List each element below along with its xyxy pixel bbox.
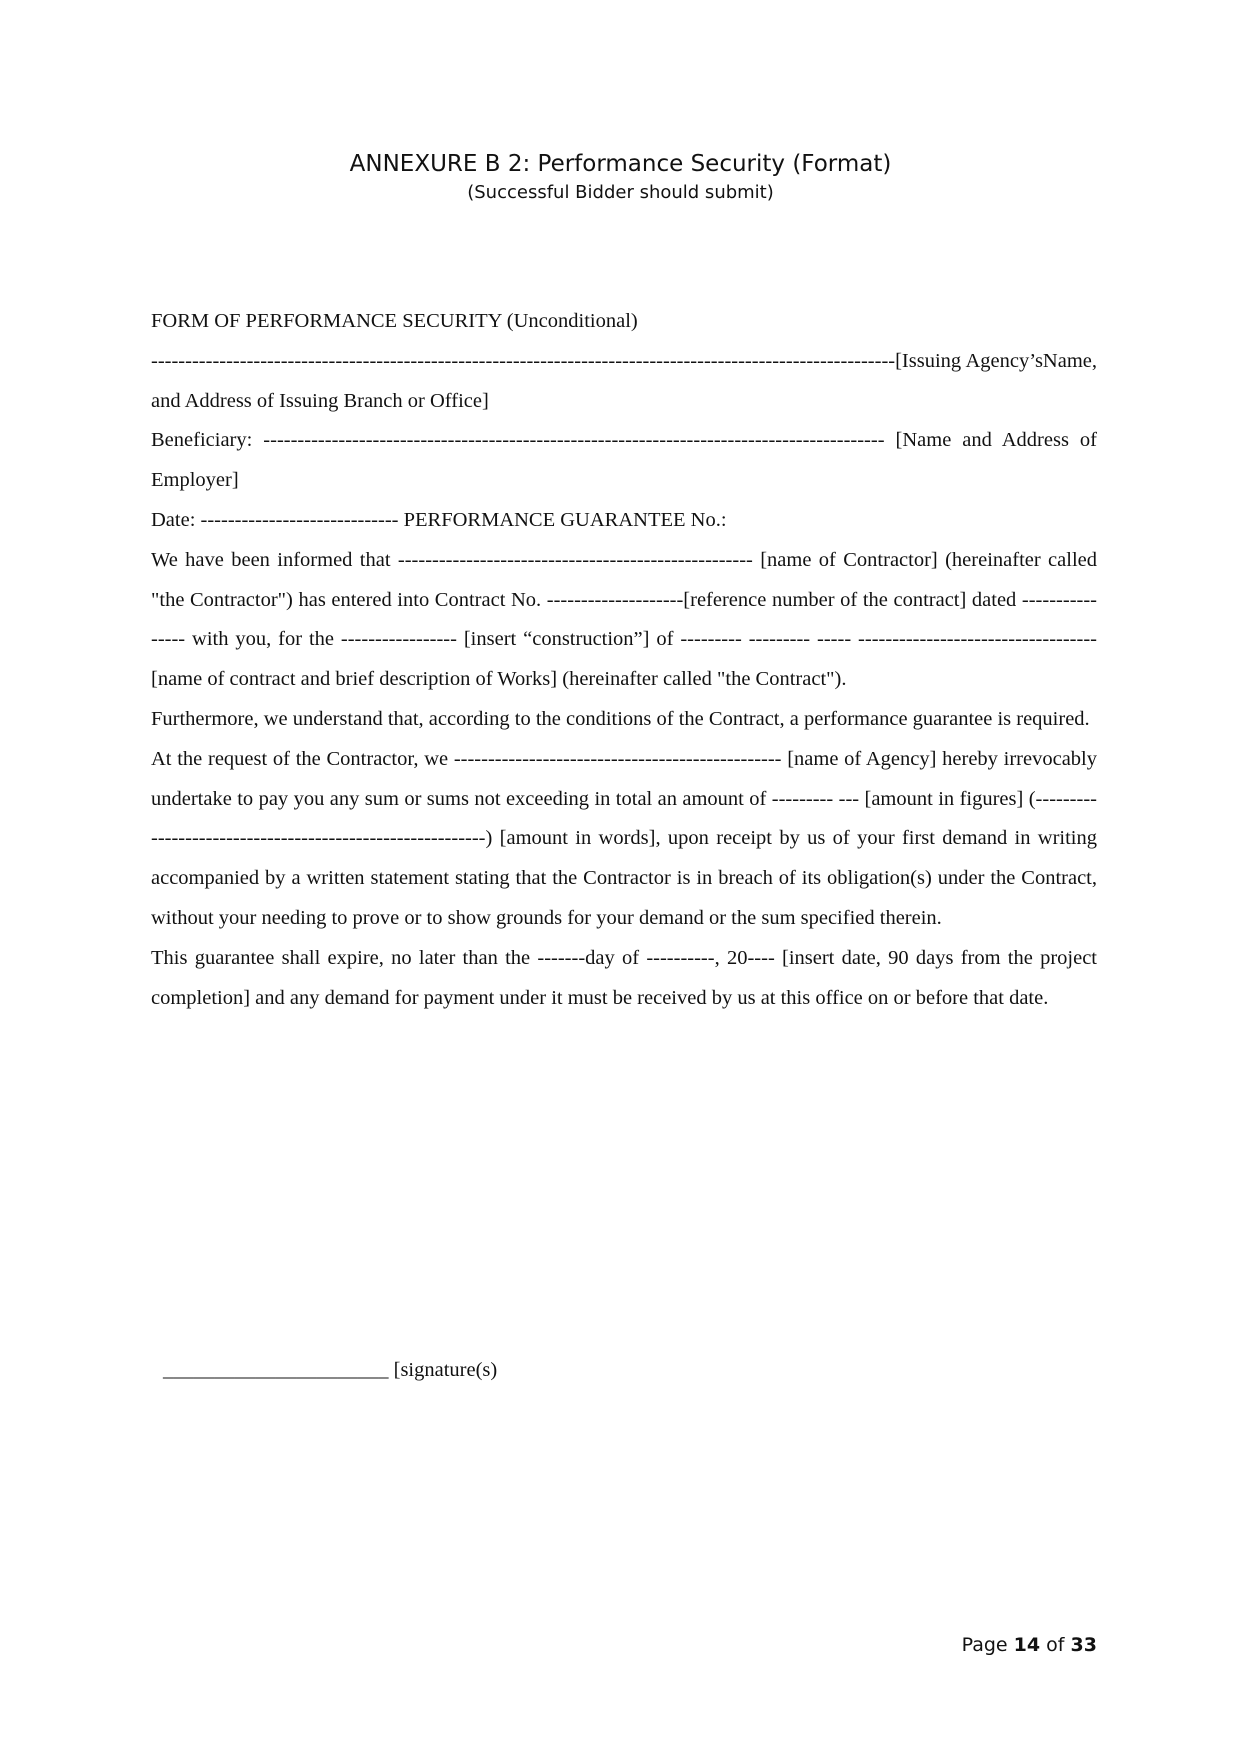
request-paragraph: At the request of the Contractor, we ------------------------------------------------ [name of Agency] hereby irrevocably undertake to pay you any sum or sums not exceeding in total an amount of --------- --- [amount in figures] (----------------------------------------------------------) [amount in words], upon receipt by us of your first demand in writing accompanied by a written statement stating that the Contractor is in breach of its obligation(s) under the Contract, without your needing to prove or to show grounds for your demand or the sum specified therein. (151, 747, 1097, 929)
page-current: 14 (1013, 1634, 1041, 1656)
page-total: 33 (1070, 1634, 1097, 1656)
page-number (962, 1634, 1097, 1656)
of-word: of (1046, 1634, 1065, 1656)
signature-line: ______________________ (163, 1359, 389, 1381)
furthermore-paragraph: Furthermore, we understand that, according to the conditions of the Contract, a performance guarantee is required. (151, 707, 1090, 730)
annexure-title: ANNEXURE B 2: Performance Security (Format) (349, 151, 892, 177)
form-body (151, 302, 1097, 1018)
contractor-paragraph: We have been informed that ---------------------------------------------------- [name of Contractor] (hereinafter called "the Contractor") has entered into Contract No. --------------------[reference number of the contract] dated ---------------- with you, for the ----------------- [insert “construction”] of --------- --------- ----- ----------------------------------- [name of contract and brief description of Works] (hereinafter called "the Contract"). (151, 548, 1097, 691)
issuing-agency-line: -------------------------------------------------------------------------------------------------------------[Issuing Agency’sName, and Address of Issuing Branch or Office] (151, 349, 1097, 412)
beneficiary-line: Beneficiary: ------------------------------------------------------------------------------------------- [Name and Address of Employer] (151, 429, 1097, 492)
date-guarantee-line: Date: ----------------------------- PERFORMANCE GUARANTEE No.: (151, 508, 727, 531)
expiry-paragraph: This guarantee shall expire, no later than the -------day of ----------, 20---- [insert date, 90 days from the project completion] and any demand for payment under it must be received by us at this office on or before that date. (151, 946, 1097, 1009)
annexure-subtitle: (Successful Bidder should submit) (467, 182, 774, 203)
signature-label: [signature(s) (393, 1359, 498, 1381)
page-word: Page (961, 1634, 1008, 1656)
signature-block (163, 1352, 497, 1388)
form-heading: FORM OF PERFORMANCE SECURITY (Unconditional) (151, 310, 638, 332)
